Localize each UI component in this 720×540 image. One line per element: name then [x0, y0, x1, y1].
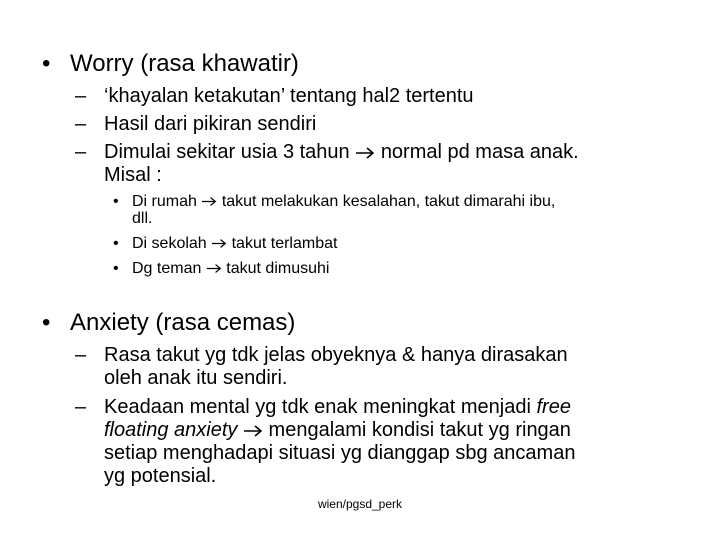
right-arrow-icon: [243, 424, 263, 438]
subitem-fear: takut dimusuhi: [226, 260, 330, 277]
subitem-fear: takut melakukan kesalahan, takut dimarahi ibu,: [221, 193, 556, 210]
item-text-part-a: Dimulai sekitar usia 3 tahun: [104, 141, 350, 163]
right-arrow-icon: [206, 263, 222, 274]
right-arrow-icon: [211, 238, 227, 249]
item-text-line2: oleh anak itu sendiri.: [104, 367, 288, 389]
footer-credit: wien/pgsd_perk: [317, 497, 403, 511]
dash-marker: –: [75, 396, 87, 418]
item-text-line3: setiap menghadapi situasi yg dianggap sbg ancaman: [104, 442, 576, 464]
bullet-dot: •: [113, 193, 119, 210]
item-text-part-b: normal pd masa anak.: [380, 141, 579, 163]
item-text-part-a: Keadaan mental yg tdk enak meningkat menjadi: [104, 396, 531, 418]
item-text: ‘khayalan ketakutan’ tentang hal2 tertentu: [104, 85, 474, 107]
bullet-dot: •: [113, 235, 119, 252]
dash-marker: –: [75, 113, 87, 135]
subitem-text: [132, 260, 329, 277]
dash-marker: –: [75, 344, 87, 366]
item-text-line2: [104, 419, 571, 442]
subitem-fear: takut terlambat: [231, 235, 338, 252]
subitem-place: Di rumah: [132, 193, 197, 210]
dash-marker: –: [75, 141, 87, 163]
subitem-text: [132, 193, 555, 210]
item-text: [104, 396, 571, 419]
dash-marker: –: [75, 85, 87, 107]
right-arrow-icon: [201, 196, 217, 207]
bullet-dot: •: [113, 260, 119, 277]
heading-worry: Worry (rasa khawatir): [70, 50, 299, 77]
subitem-place: Di sekolah: [132, 235, 207, 252]
item-text-line2: Misal :: [104, 164, 162, 186]
item-text: Hasil dari pikiran sendiri: [104, 113, 317, 135]
subitem-place: Dg teman: [132, 260, 202, 277]
subitem-text-line2: dll.: [132, 210, 153, 227]
item-text-line4: yg potensial.: [104, 465, 217, 487]
item-text-italic: free: [536, 396, 571, 418]
bullet-dot: •: [42, 309, 51, 336]
bullet-dot: •: [42, 50, 51, 77]
item-text: Rasa takut yg tdk jelas obyeknya & hanya dirasakan: [104, 344, 568, 366]
heading-anxiety: Anxiety (rasa cemas): [70, 309, 296, 336]
right-arrow-icon: [355, 146, 375, 160]
subitem-text: [132, 235, 337, 252]
item-text: [104, 141, 579, 164]
item-text-italic: floating anxiety: [104, 419, 238, 441]
item-text-part-b: mengalami kondisi takut yg ringan: [268, 419, 571, 441]
